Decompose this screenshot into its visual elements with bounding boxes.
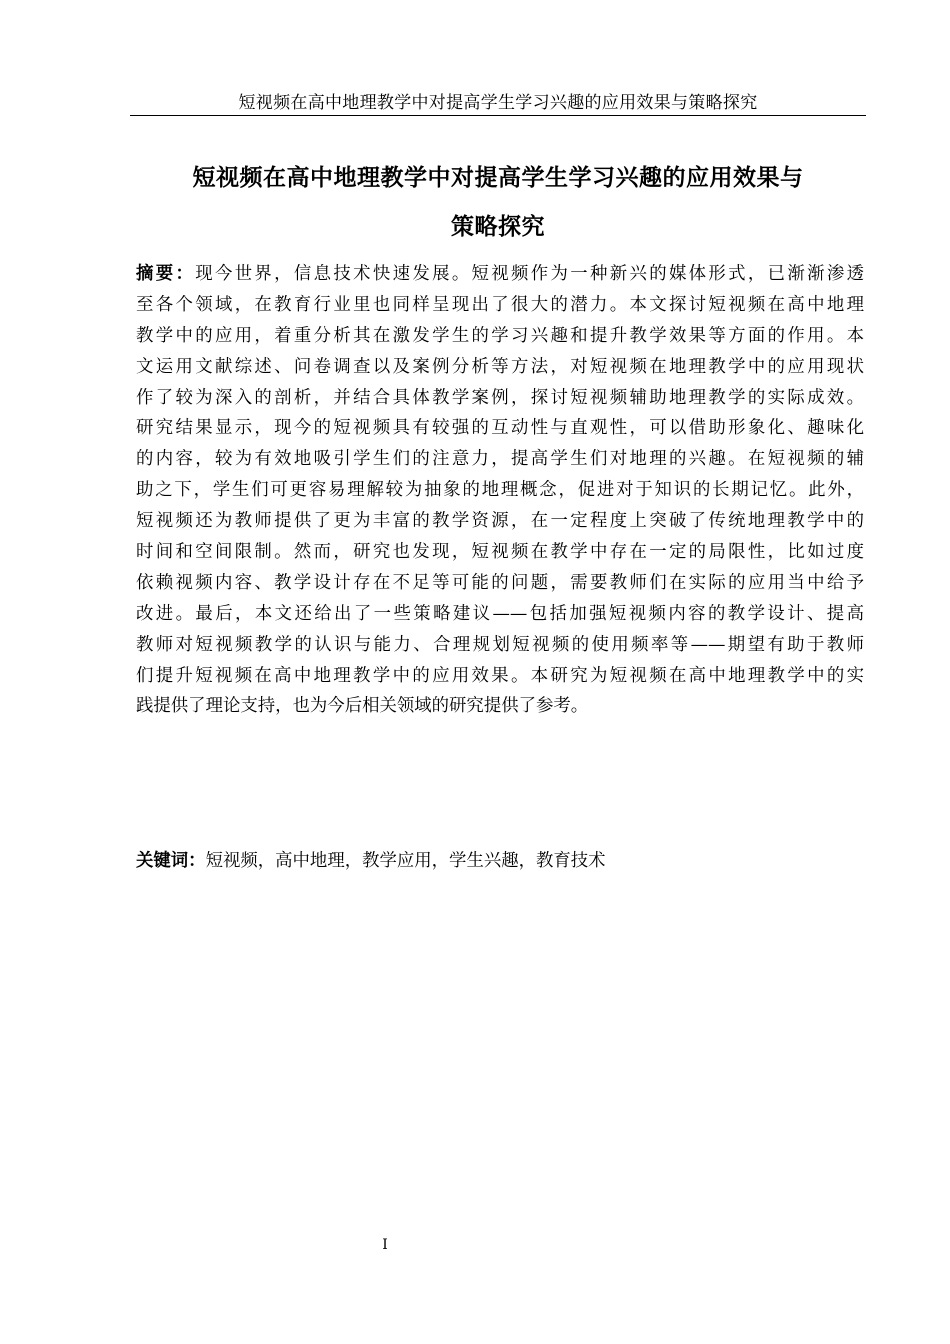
abstract-text: 现今世界，信息技术快速发展。短视频作为一种新兴的媒体形式，已渐渐渗透 (195, 264, 864, 284)
keywords-text: 短视频，高中地理，教学应用，学生兴趣，教育技术 (205, 851, 606, 871)
abstract-line: 短视频还为教师提供了更为丰富的教学资源，在一定程度上突破了传统地理教学中的 (136, 511, 864, 532)
keywords-label: 关键词： (136, 851, 206, 871)
running-header: 短视频在高中地理教学中对提高学生学习兴趣的应用效果与策略探究 (238, 93, 758, 113)
abstract-line: 研究结果显示，现今的短视频具有较强的互动性与直观性，可以借助形象化、趣味化 (136, 418, 864, 439)
abstract-line: 改进。最后，本文还给出了一些策略建议——包括加强短视频内容的教学设计、提高 (136, 603, 864, 624)
keywords (136, 846, 864, 876)
abstract-line: 时间和空间限制。然而，研究也发现，短视频在教学中存在一定的局限性，比如过度 (136, 542, 864, 563)
abstract-line: 作了较为深入的剖析，并结合具体教学案例，探讨短视频辅助地理教学的实际成效。 (136, 387, 864, 408)
abstract-line: 教师对短视频教学的认识与能力、合理规划短视频的使用频率等——期望有助于教师 (136, 634, 864, 655)
header-rule (130, 115, 866, 116)
document-title-line-1: 短视频在高中地理教学中对提高学生学习兴趣的应用效果与 (192, 165, 804, 191)
abstract-label: 摘要： (136, 264, 196, 284)
abstract-line: 助之下，学生们可更容易理解较为抽象的地理概念，促进对于知识的长期记忆。此外， (136, 480, 864, 501)
abstract-line: 的内容，较为有效地吸引学生们的注意力，提高学生们对地理的兴趣。在短视频的辅 (136, 449, 864, 470)
abstract-line: 至各个领域，在教育行业里也同样呈现出了很大的潜力。本文探讨短视频在高中地理 (136, 294, 864, 315)
abstract-line: 依赖视频内容、教学设计存在不足等可能的问题，需要教师们在实际的应用当中给予 (136, 572, 864, 593)
page-number: I (382, 1237, 388, 1253)
abstract (136, 259, 864, 722)
document-title-line-2: 策略探究 (451, 214, 545, 240)
abstract-line: 文运用文献综述、问卷调查以及案例分析等方法，对短视频在地理教学中的应用现状 (136, 356, 864, 377)
abstract-line: 们提升短视频在高中地理教学中的应用效果。本研究为短视频在高中地理教学中的实 (136, 665, 864, 686)
abstract-line: 教学中的应用，着重分析其在激发学生的学习兴趣和提升教学效果等方面的作用。本 (136, 325, 864, 346)
abstract-line (136, 259, 864, 290)
abstract-line: 践提供了理论支持，也为今后相关领域的研究提供了参考。 (136, 696, 589, 717)
